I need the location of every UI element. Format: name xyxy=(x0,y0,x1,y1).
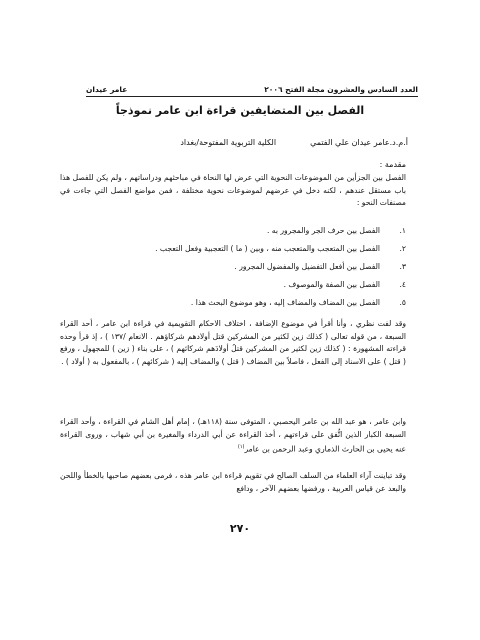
paragraph-text: وابن عامر ، هو عبد الله بن عامر اليحصبي ، المتوفى سنة (١١٨هـ) ، إمام أهل الشام في القراءة ، وأحد القراء السبعة الكبار الذين اتُّفق على قراءتهم ، أخذ القراءة عن أبي الدرداء والمغيرة بن أبي شهاب ، وروى القراءة عنه يحيى بن الحارث الذماري وعبد الرحمن بن عامر xyxy=(60,417,406,454)
list-number: ٢. xyxy=(399,244,406,253)
list-text: الفصل بين الصفة والموصوف . xyxy=(283,280,380,289)
running-header xyxy=(86,80,418,94)
paragraph-intro: الفصل بين الجزأين من الموضوعات النحوية التي عرض لها النحاة في مباحثهم ودراساتهم ، ولم يكن للفصل هذا باب مستقل عندهم ، لكنه دخل في عرضهم لموضوعات نحوية مختلفة ، فمن مواضع الفصل التي جاءت في مصنفات النحو : xyxy=(60,173,406,208)
page-number: ٢٧٠ xyxy=(229,522,251,535)
footnote-mark: (١) xyxy=(237,444,245,451)
paragraph-qiraa: وقد لفت نظري ، وأنا أقرأ في موضوع الإضافة ، اختلاف الاحكام التقويمية في قراءة ابن عامر ، أحد القراء السبعة ، من قوله تعالى ( كذلك زين لكثير من المشركين قتل أولادهم شركاؤهم . الانعام /١٣٧ ) ، إذ قرأ وحده قراءته المشهورة : ( كذلك زين لكثير من المشركين قتلُ أولادَهم شركائهم ) ، على بناء ( زين ) للمجهول ، ورفع ( قتل ) على الاسناد إلى الفعل ، فاصلاً بين المضاف ( قتل ) والمضاف إليه ( شركائهم ) ، بالمفعول به ( أولاد ) . xyxy=(60,319,406,366)
list-text: الفصل بين حرف الجر والمجرور به . xyxy=(266,226,380,235)
separation-list xyxy=(118,222,406,312)
author-affiliation: الكلية التربوية المفتوحة/بغداد xyxy=(180,138,277,147)
list-item xyxy=(118,276,406,294)
article-title: الفصل بين المتضايفين قراءة ابن عامر نموذجاً xyxy=(115,104,365,117)
list-text: الفصل بين أفعل التفضيل والمفضول المجرور . xyxy=(234,262,380,271)
author-line xyxy=(90,138,408,147)
list-number: ٣. xyxy=(399,262,406,271)
paragraph-ibn-amir xyxy=(60,416,406,456)
header-divider xyxy=(86,96,418,97)
author-name: أ.م.د.عامر عيدان علي الفتمي xyxy=(310,138,408,147)
list-item xyxy=(118,294,406,312)
list-number: ٤. xyxy=(399,280,406,289)
list-item xyxy=(118,222,406,240)
list-item xyxy=(118,240,406,258)
journal-header: العدد السادس والعشرون مجلة الفتح ٢٠٠٦ xyxy=(264,85,418,94)
paragraph-scholars: وقد تباينت آراء العلماء من السلف الصالح في تقويم قراءة ابن عامر هذه ، فرمى بعضهم صاحبها بالخطأ واللحن والبعد عن قياس العربية ، ورفضها بعضهم الآخر ، ودافع xyxy=(60,471,406,493)
author-header: عامر عيدان xyxy=(86,85,128,94)
list-number: ١. xyxy=(399,226,406,235)
list-text: الفصل بين المضاف والمضاف إليه ، وهو موضوع البحث هذا . xyxy=(190,298,380,307)
list-text: الفصل بين المتعجب والمتعجب منه ، وبين ( ما ) التعجبية وفعل التعجب . xyxy=(155,244,380,253)
list-number: ٥. xyxy=(399,298,406,307)
section-heading: مقدمة : xyxy=(379,160,406,169)
list-item xyxy=(118,258,406,276)
